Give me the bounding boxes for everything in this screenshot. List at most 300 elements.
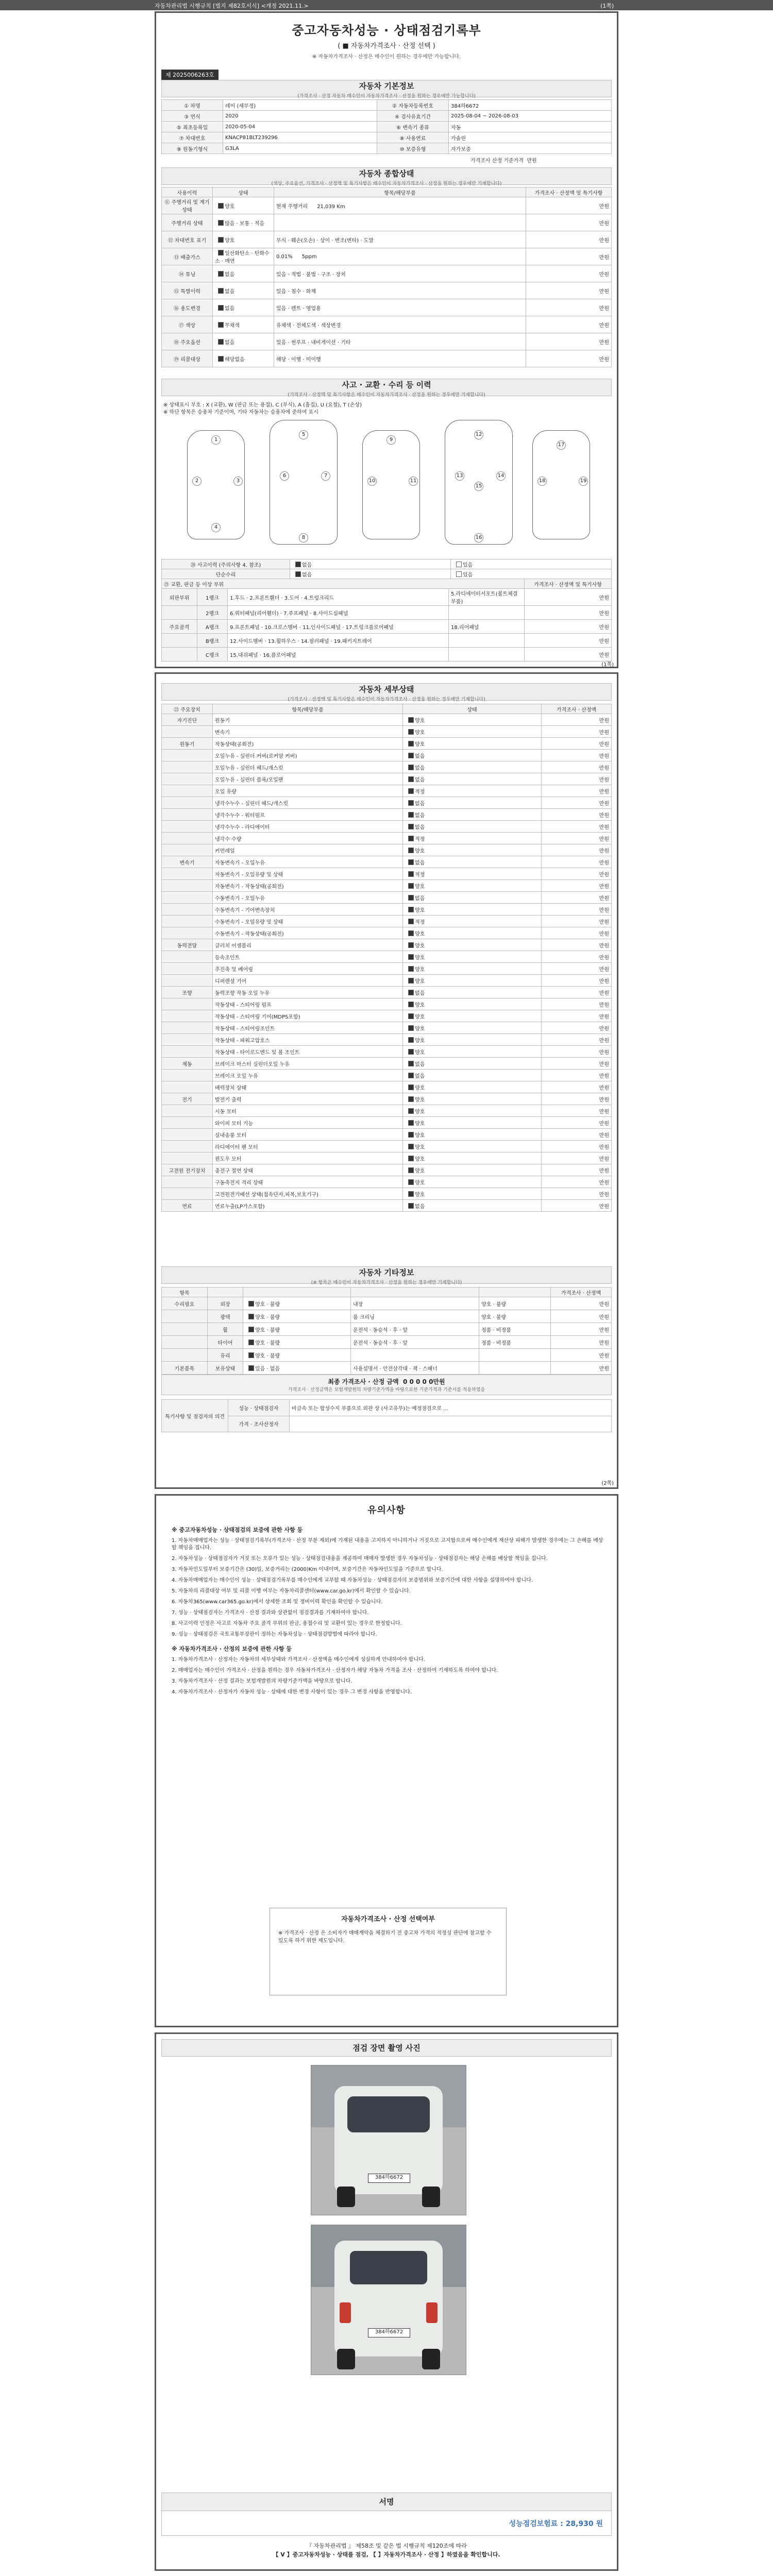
checkbox-icon: [295, 571, 301, 577]
other-row: [162, 1297, 612, 1310]
basic-label: ⑨ 원동기형식: [162, 143, 223, 154]
detail-price: 만원: [542, 856, 612, 868]
detail-state: [403, 761, 542, 773]
checkbox-icon: [408, 978, 414, 984]
detail-row: [162, 927, 612, 939]
detail-row: [162, 1081, 612, 1093]
summary-price: 만원: [526, 333, 612, 350]
detail-price: 만원: [542, 1093, 612, 1105]
detail-state: [403, 1117, 542, 1129]
detail-section-title: 자동차 세부상태 (가격조사 · 산정액 및 특기사항은 매수인이 자동차가격조사 · 산정을 원하는 경우에만 기재합니다): [161, 683, 612, 701]
detail-state-text: 양호: [415, 1132, 425, 1139]
other-state-2: [479, 1362, 551, 1375]
detail-state: [403, 797, 542, 809]
detail-row: [162, 916, 612, 927]
detail-item: 와이퍼 모터 기능: [213, 1117, 403, 1129]
panel-price-head: 가격조사 · 산정액 및 특기사항: [525, 579, 612, 589]
panel-price: 만원: [525, 648, 612, 662]
detail-state: [403, 951, 542, 963]
summary-price: 만원: [526, 282, 612, 299]
detail-state-text: 양호: [415, 931, 425, 937]
detail-device: [162, 797, 213, 809]
summary-row: [162, 265, 612, 282]
checkbox-icon: [218, 322, 224, 328]
detail-item: 윈도우 모터: [213, 1153, 403, 1164]
detail-row: [162, 785, 612, 797]
accident-none: [290, 569, 451, 579]
detail-price: 만원: [542, 844, 612, 856]
other-section-title: 자동차 기타정보 (※ 항목은 매수인이 자동차가격조사 · 산정을 원하는 경우에만 기재합니다): [161, 1266, 612, 1284]
basic-label: ④ 검사유효기간: [377, 111, 449, 122]
summary-price: 만원: [526, 265, 612, 282]
detail-device: [162, 1070, 213, 1081]
other-state-text: 양호 · 불량: [255, 1301, 280, 1308]
detail-row: [162, 987, 612, 998]
detail-state: [403, 963, 542, 975]
other-price: 만원: [551, 1323, 612, 1336]
detail-price: 만원: [542, 1058, 612, 1070]
page-1-number: (1쪽): [601, 662, 614, 668]
panel-parts-extra: 5.라디에이터서포트(볼트체결부품): [449, 589, 525, 606]
summary-state: [213, 333, 274, 350]
summary-item-text: 있음 · 썬루프 · 내비게이션 · 기타: [276, 340, 351, 346]
detail-state-text: 없음: [415, 824, 425, 831]
detail-state-text: 없음: [415, 1073, 425, 1079]
detail-device: [162, 916, 213, 927]
detail-row: [162, 904, 612, 916]
detail-price: 만원: [542, 750, 612, 761]
detail-state: [403, 1093, 542, 1105]
detail-state-text: 양호: [415, 907, 425, 913]
detail-device: [162, 821, 213, 833]
detail-state: [403, 1188, 542, 1200]
checkbox-icon: [408, 1061, 414, 1066]
detail-price: 만원: [542, 1105, 612, 1117]
detail-state-text: 양호: [415, 1156, 425, 1162]
summary-row: [162, 282, 612, 299]
checkbox-icon: [408, 895, 414, 901]
detail-item: 실내송풍 모터: [213, 1129, 403, 1141]
basic-label: ⑥ 변속기 종류: [377, 122, 449, 132]
other-row: [162, 1323, 612, 1336]
checkbox-icon: [218, 271, 224, 277]
summary-usage: ⑫ 차대번호 표기: [162, 231, 213, 248]
checkbox-icon: [408, 907, 414, 912]
detail-state: [403, 821, 542, 833]
detail-state-text: 양호: [415, 741, 425, 748]
checkbox-icon: [295, 562, 301, 567]
detail-item: 고전원전기배선 상태(접속단자,피복,보호기구): [213, 1188, 403, 1200]
detail-device: [162, 998, 213, 1010]
detail-item: 오일누유 - 실린더 블록/오일팬: [213, 773, 403, 785]
summary-head-usage: 사용이력: [162, 188, 213, 197]
detail-state: [403, 773, 542, 785]
detail-state-text: 적정: [415, 789, 425, 795]
detail-price: 만원: [542, 761, 612, 773]
detail-device: [162, 1153, 213, 1164]
detail-price: 만원: [542, 773, 612, 785]
accident-table: [161, 559, 612, 579]
other-group: [162, 1310, 208, 1323]
detail-price: 만원: [542, 809, 612, 821]
other-row: [162, 1336, 612, 1349]
appraisal-choice-title: 자동차가격조사 · 산정 선택여부: [341, 1916, 435, 1923]
detail-item: 등속조인트: [213, 951, 403, 963]
detail-price: 만원: [542, 785, 612, 797]
detail-row: [162, 975, 612, 987]
detail-device: [162, 1046, 213, 1058]
basic-row: [162, 143, 612, 154]
form-reference: 자동차관리법 시행규칙 [별지 제82호서식] <개정 2021.11.>: [155, 3, 309, 9]
detail-device: [162, 951, 213, 963]
summary-row: [162, 350, 612, 367]
summary-items: [274, 333, 526, 350]
basic-value: G3LA: [223, 143, 377, 154]
summary-items: [274, 214, 526, 231]
panel-marker: 14: [496, 471, 506, 481]
detail-price: 만원: [542, 1176, 612, 1188]
notes-title: 유의사항: [367, 1505, 406, 1516]
summary-row: [162, 316, 612, 333]
detail-head-state: 상태: [403, 704, 542, 714]
panel-parts-extra: [449, 606, 525, 620]
checkbox-icon: [248, 1314, 254, 1319]
detail-state-text: 적정: [415, 919, 425, 925]
detail-device: 원동기: [162, 738, 213, 750]
page-2-number: (2쪽): [601, 1481, 614, 1486]
opinion-appraiser-text: [290, 1416, 612, 1432]
signature-section-title: 서명: [161, 2493, 612, 2511]
detail-item: 추진축 및 베어링: [213, 963, 403, 975]
detail-row: [162, 1046, 612, 1058]
checkbox-icon: [248, 1352, 254, 1358]
detail-state-text: 없음: [415, 895, 425, 902]
accident-none-text: 없음: [302, 572, 312, 578]
detail-row: [162, 1129, 612, 1141]
summary-state: [213, 316, 274, 333]
detail-head-device: ㉒ 주요장치: [162, 704, 213, 714]
summary-state: [213, 197, 274, 214]
other-price: 만원: [551, 1336, 612, 1349]
detail-row: [162, 868, 612, 880]
other-state-text: 있음 · 없음: [255, 1366, 280, 1372]
opinion-label: 특기사항 및 점검자의 의견: [162, 1400, 228, 1432]
detail-row: [162, 726, 612, 738]
final-price-note: 가격조사 · 산정금액은 보험개발원의 차량기준가액을 바탕으로한 기준가격과 기준서를 적용하였음: [288, 1387, 485, 1393]
detail-item: 디퍼렌셜 기어: [213, 975, 403, 987]
document-subtitle: ( ■ 자동차가격조사 · 산정 선택 ): [338, 42, 435, 50]
checkbox-icon: [408, 1203, 414, 1209]
other-state-2: 정품 · 비정품: [479, 1323, 551, 1336]
summary-row: [162, 299, 612, 316]
summary-state-text: 해당없음: [225, 357, 245, 363]
detail-item: 자동변속기 - 오일유량 및 상태: [213, 868, 403, 880]
detail-price: 만원: [542, 714, 612, 726]
summary-state: [213, 248, 274, 265]
summary-row: [162, 333, 612, 350]
accident-row: [162, 560, 612, 569]
detail-item: 구동축전지 격리 상태: [213, 1176, 403, 1188]
detail-state: [403, 738, 542, 750]
detail-state-text: 없음: [415, 801, 425, 807]
basic-value: 384하6672: [449, 100, 612, 111]
detail-device: [162, 761, 213, 773]
detail-state-text: 없음: [415, 860, 425, 866]
other-price: 만원: [551, 1349, 612, 1362]
detail-price: 만원: [542, 1046, 612, 1058]
detail-price: 만원: [542, 975, 612, 987]
accident-yes: [451, 569, 612, 579]
summary-state: [213, 265, 274, 282]
detail-device: 연료: [162, 1200, 213, 1212]
checkbox-icon: [218, 203, 224, 209]
summary-items: [274, 248, 526, 265]
detail-state-text: 양호: [415, 1144, 425, 1150]
detail-state: [403, 1129, 542, 1141]
detail-row: [162, 821, 612, 833]
accident-section-title: 사고 · 교환 · 수리 등 이력 (가격조사 · 산정액 및 특기사항은 매수인이 자동차가격조사 · 산정을 원하는 경우에만 기재합니다): [161, 379, 612, 396]
rear-license-plate: 384하6672: [368, 2328, 410, 2337]
detail-state: [403, 809, 542, 821]
detail-row: [162, 1200, 612, 1212]
detail-item: 작동상태 - 스티어링 기어(MDPS포함): [213, 1010, 403, 1022]
accident-yes-text: 있음: [463, 572, 473, 578]
summary-usage: ⑮ 특별이력: [162, 282, 213, 299]
detail-price: 만원: [542, 797, 612, 809]
other-price: 만원: [551, 1297, 612, 1310]
page-indicator: (1쪽): [600, 3, 614, 9]
detail-state-text: 양호: [415, 884, 425, 890]
panel-group: 주요골격: [162, 620, 197, 634]
other-item-2: 운전석 · 동승석 · 후 · 앞: [351, 1323, 479, 1336]
summary-state-text: 많음 · 보통 · 적음: [225, 221, 265, 227]
detail-state: [403, 1176, 542, 1188]
detail-state: [403, 1164, 542, 1176]
checkbox-icon: [408, 824, 414, 829]
summary-usage: ⑭ 튜닝: [162, 265, 213, 282]
panel-head: ㉑ 교환, 판금 등 이상 부위: [162, 579, 525, 589]
other-group: [162, 1349, 208, 1362]
checkbox-icon: [456, 571, 462, 577]
summary-item-text: 해당 · 이행 · 미이행: [276, 357, 321, 363]
other-state-text: 양호 · 불량: [255, 1314, 280, 1320]
detail-device: [162, 1105, 213, 1117]
panel-parts: 15.대쉬패널 · 16.플로어패널: [228, 648, 449, 662]
detail-device: [162, 1034, 213, 1046]
summary-items: [274, 231, 526, 248]
opinion-inspector-label: 성능 · 상태점검자: [228, 1400, 290, 1416]
checkbox-icon: [218, 288, 224, 294]
detail-row: [162, 1153, 612, 1164]
summary-price: 만원: [526, 248, 612, 265]
detail-item: 오일누유 - 실린더 헤드/개스킷: [213, 761, 403, 773]
opinion-appraiser-label: 가격 · 조사산정자: [228, 1416, 290, 1432]
detail-price: 만원: [542, 833, 612, 844]
detail-device: 제동: [162, 1058, 213, 1070]
detail-state-text: 양호: [415, 1038, 425, 1044]
form-header-bar: [0, 0, 773, 10]
checkbox-icon: [408, 954, 414, 960]
checkbox-icon: [408, 871, 414, 877]
detail-state-text: 양호: [415, 955, 425, 961]
note-item: 2. 자동차성능 · 상태점검자가 거짓 또는 오류가 있는 성능 · 상태점검내용을 제공하여 매매자 발생한 경우 자동차성능 · 상태점검자는 해당 손해를 배상할 책임을 집니다.: [172, 1556, 548, 1562]
panel-parts: 9.프론트패널 · 10.크로스멤버 · 11.인사이드패널 · 17.트렁크플로어패널: [228, 620, 449, 634]
detail-row: [162, 951, 612, 963]
detail-item: 충전구 절연 상태: [213, 1164, 403, 1176]
checkbox-icon: [408, 1002, 414, 1007]
detail-device: [162, 773, 213, 785]
summary-item-text: 있음 · 적법 · 불법 · 구조 · 장치: [276, 272, 346, 278]
detail-state: [403, 916, 542, 927]
detail-device: 자기진단: [162, 714, 213, 726]
summary-price: 만원: [526, 350, 612, 367]
checkbox-icon: [248, 1327, 254, 1332]
detail-item: 오일누유 - 실린더 커버(로커암 커버): [213, 750, 403, 761]
detail-row: [162, 1188, 612, 1200]
summary-items: [274, 197, 526, 214]
checkbox-icon: [408, 1144, 414, 1149]
detail-state: [403, 1022, 542, 1034]
detail-device: [162, 785, 213, 797]
detail-state: [403, 998, 542, 1010]
detail-price: 만원: [542, 1188, 612, 1200]
detail-state: [403, 726, 542, 738]
detail-item: 냉각수누수 - 라디에이터: [213, 821, 403, 833]
checkbox-icon: [408, 1073, 414, 1078]
detail-device: [162, 1010, 213, 1022]
summary-row: [162, 197, 612, 214]
detail-state: [403, 1153, 542, 1164]
panel-row: [162, 634, 612, 648]
detail-price: 만원: [542, 821, 612, 833]
other-item: 유리: [208, 1349, 243, 1362]
panel-row: [162, 648, 612, 662]
detail-row: [162, 1176, 612, 1188]
checkbox-icon: [408, 753, 414, 758]
detail-price: 만원: [542, 939, 612, 951]
panel-marker: 8: [299, 533, 308, 543]
panel-table: [161, 579, 612, 662]
checkbox-icon: [408, 966, 414, 972]
panel-marker: 19: [579, 477, 588, 486]
detail-price: 만원: [542, 892, 612, 904]
summary-items: [274, 265, 526, 282]
basic-label: ② 자동차등록번호: [377, 100, 449, 111]
detail-item: 동력조향 작동 오일 누유: [213, 987, 403, 998]
detail-row: [162, 1093, 612, 1105]
checkbox-icon: [408, 836, 414, 841]
summary-price: 만원: [526, 197, 612, 214]
panel-rank: B랭크: [197, 634, 228, 648]
checkbox-icon: [408, 776, 414, 782]
detail-price: 만원: [542, 1081, 612, 1093]
detail-item: 연료누출(LP가스포함): [213, 1200, 403, 1212]
notes-heading-1: ※ 중고자동차성능 · 상태점검의 보증에 관한 사항 등: [172, 1527, 303, 1533]
checkbox-icon: [248, 1340, 254, 1345]
certification-line-1: 『 자동차관리법 』 제58조 및 같은 법 시행규칙 제120조에 따라: [306, 2543, 467, 2549]
detail-device: [162, 1176, 213, 1188]
checkbox-icon: [408, 1167, 414, 1173]
summary-usage: ⑯ 용도변경: [162, 299, 213, 316]
detail-row: [162, 1022, 612, 1034]
other-state-2: 정품 · 비정품: [479, 1336, 551, 1349]
basic-value: 2020-05-04: [223, 122, 377, 132]
detail-item: 변속기: [213, 726, 403, 738]
detail-price: 만원: [542, 1070, 612, 1081]
basic-value: 자동: [449, 122, 612, 132]
detail-price: 만원: [542, 1022, 612, 1034]
panel-marker: 17: [557, 440, 566, 450]
other-state-2: [479, 1349, 551, 1362]
detail-price: 만원: [542, 1034, 612, 1046]
other-state: [243, 1349, 351, 1362]
detail-row: [162, 738, 612, 750]
detail-head-item: 항목/해당부품: [213, 704, 403, 714]
detail-price: 만원: [542, 1010, 612, 1022]
detail-state: [403, 1034, 542, 1046]
detail-state-text: 양호: [415, 978, 425, 985]
checkbox-icon: [248, 1365, 254, 1371]
detail-device: [162, 1022, 213, 1034]
summary-head-price: 가격조사 · 산정액 및 특기사항: [526, 188, 612, 197]
detail-state-text: 양호: [415, 1097, 425, 1103]
detail-item: 브레이크 오일 누유: [213, 1070, 403, 1081]
other-item: 타이어: [208, 1336, 243, 1349]
panel-parts-extra: [449, 634, 525, 648]
summary-usage: ⑬ 배출가스: [162, 248, 213, 265]
detail-state: [403, 1010, 542, 1022]
note-item: 9. 성능 · 상태점검은 국토교통부장관이 정하는 자동차성능 · 상태점검방법에 따라야 합니다.: [172, 1632, 377, 1637]
detail-state: [403, 785, 542, 797]
detail-device: [162, 809, 213, 821]
vehicle-rear-photo: [311, 2225, 466, 2375]
detail-row: [162, 750, 612, 761]
panel-price: 만원: [525, 620, 612, 634]
detail-row: [162, 1164, 612, 1176]
summary-state-text: 양호: [225, 238, 235, 244]
detail-state-text: 양호: [415, 1002, 425, 1008]
detail-head-price: 가격조사 · 산정액: [542, 704, 612, 714]
other-group: [162, 1336, 208, 1349]
checkbox-icon: [408, 741, 414, 747]
checkbox-icon: [248, 1301, 254, 1307]
detail-item: 발전기 출력: [213, 1093, 403, 1105]
basic-value: 레이 (새부정): [223, 100, 377, 111]
note-item: 5. 자동차의 리콜대상 여부 및 리콜 이행 여부는 자동차리콜센터(www.car.go.kr)에서 확인할 수 있습니다.: [172, 1588, 411, 1594]
accident-legend: ※ 상태표시 부호 : X (교환), W (판금 또는 용접), C (부식), A (흠집), U (요철), T (손상): [163, 402, 362, 408]
accident-yes-text: 있음: [463, 562, 473, 568]
summary-state-text: 없음: [225, 289, 235, 295]
basic-label: ⑤ 최초등록일: [162, 122, 223, 132]
panel-group: 외판부위: [162, 589, 197, 606]
detail-state-text: 적정: [415, 836, 425, 842]
panel-rank: 2랭크: [197, 606, 228, 620]
summary-item-text: 있음 · 침수 · 화재: [276, 289, 316, 295]
summary-items: [274, 299, 526, 316]
detail-state-text: 양호: [415, 1121, 425, 1127]
note-item: 1. 자동차매매업자는 성능 · 상태점검기록부(가격조사 · 산정 부분 제외)에 기재된 내용을 고지하지 아니하거나 거짓으로 고지함으로써 매수인에게 재산상 피해가 발생한 경우에는 그 손해를 배상할 책임을 집니다.: [172, 1538, 603, 1551]
basic-label: ③ 연식: [162, 111, 223, 122]
detail-item: 클러치 어셈블리: [213, 939, 403, 951]
other-group: 수리필요: [162, 1297, 208, 1310]
detail-device: [162, 1117, 213, 1129]
basic-value: 가솔린: [449, 132, 612, 143]
checkbox-icon: [408, 1096, 414, 1102]
summary-head-state: 상태: [213, 188, 274, 197]
detail-state: [403, 904, 542, 916]
summary-items: [274, 350, 526, 367]
front-license-plate: 384하6672: [368, 2174, 410, 2183]
